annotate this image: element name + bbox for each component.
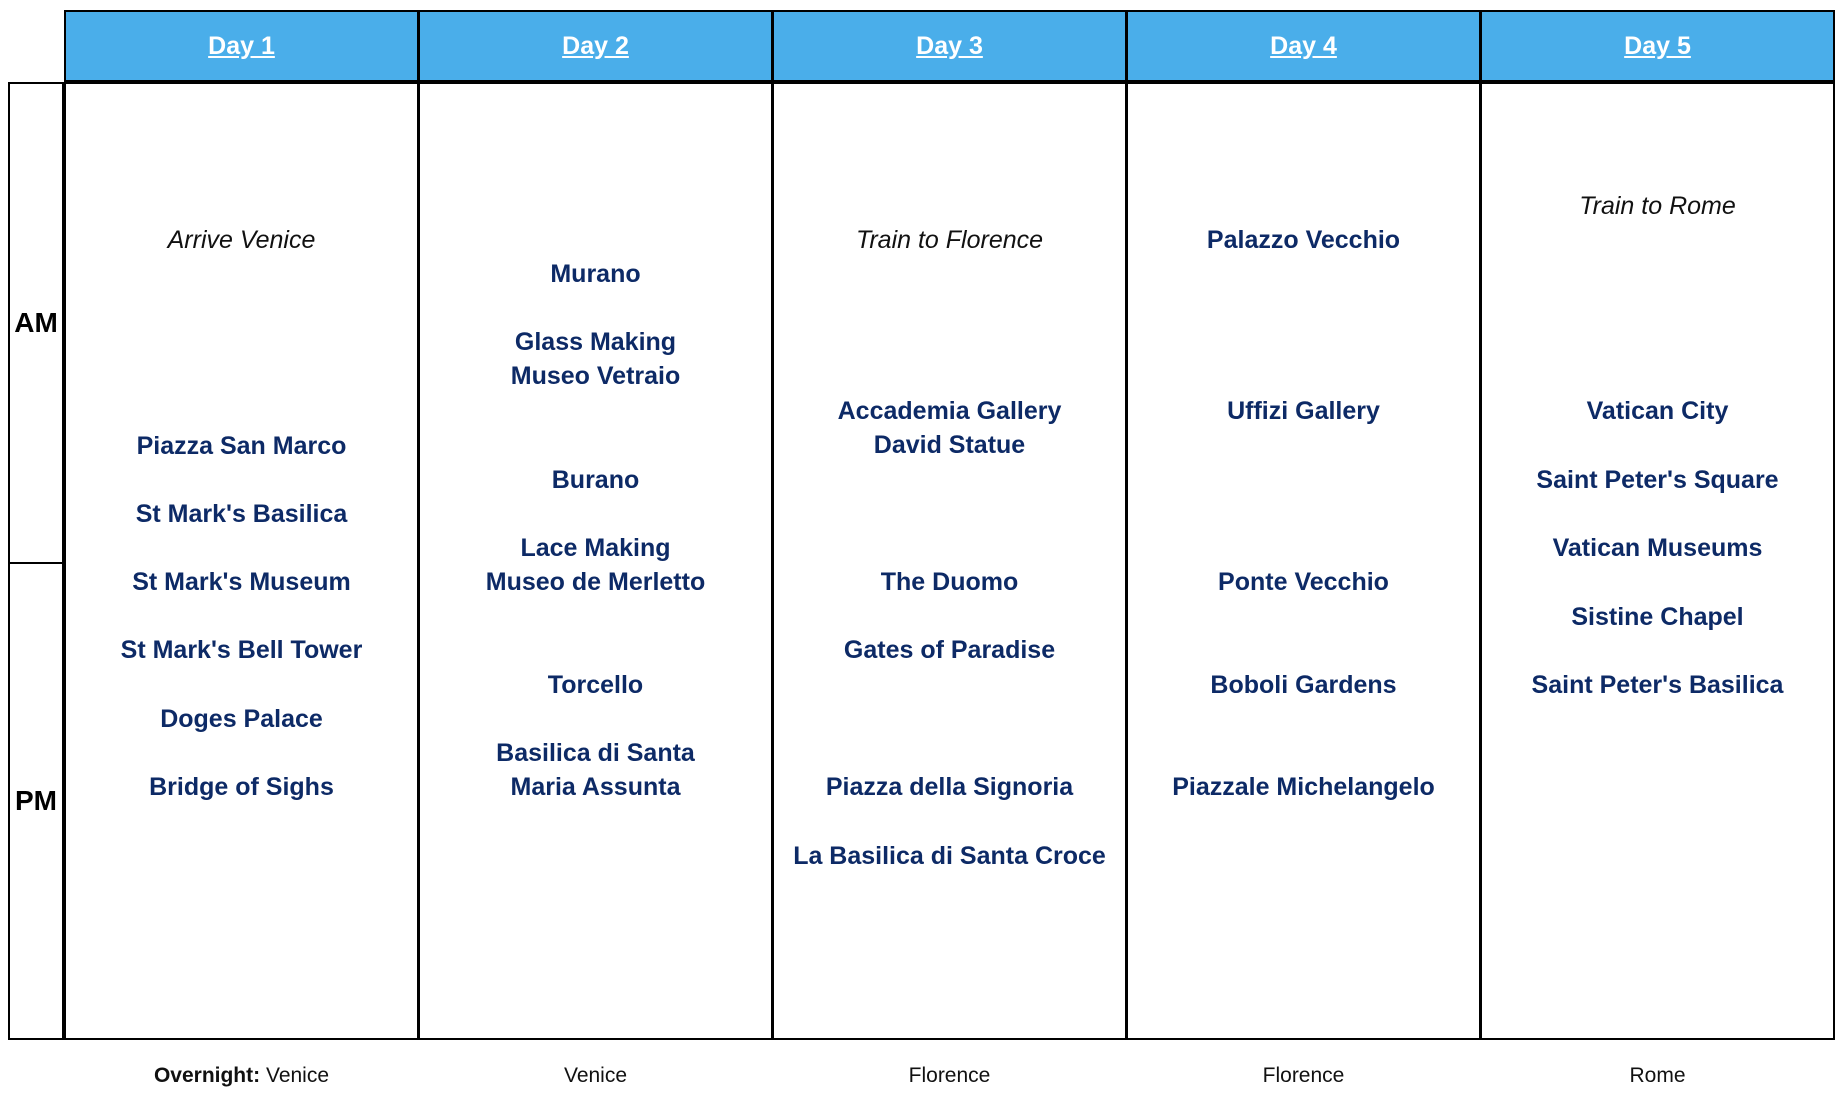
activity-line: Ponte Vecchio	[1218, 568, 1389, 596]
overnight-label: Overnight:	[153, 1064, 261, 1087]
pm-label-cell	[8, 562, 64, 1040]
pm-label: PM	[15, 785, 57, 816]
day-header-label: Day 4	[1270, 31, 1337, 60]
am-label: AM	[14, 307, 58, 338]
activity-item	[774, 633, 1125, 667]
activity-item	[66, 633, 417, 667]
day-header	[64, 10, 419, 82]
overnight-location	[64, 1064, 419, 1088]
activity-line: Saint Peter's Square	[1536, 466, 1779, 494]
travel-note	[1482, 189, 1833, 223]
day-header	[418, 10, 773, 82]
overnight-location	[772, 1064, 1127, 1088]
activity-line: Museo de Merletto	[485, 568, 706, 596]
activity-line: Basilica di Santa	[496, 739, 695, 767]
day-header-label: Day 3	[916, 31, 983, 60]
travel-note	[66, 223, 417, 257]
activity-line: Burano	[551, 466, 640, 494]
activity-item	[66, 565, 417, 599]
activity-line: Uffizi Gallery	[1227, 397, 1380, 425]
activity-item	[1128, 223, 1479, 257]
activity-item	[1128, 394, 1479, 428]
day-header	[772, 10, 1127, 82]
activity-line: Piazza San Marco	[136, 432, 347, 460]
day-column	[418, 82, 773, 1040]
activity-line: Glass Making	[514, 328, 677, 356]
activity-line: St Mark's Museum	[132, 568, 351, 596]
activity-item	[66, 497, 417, 531]
overnight-city: Florence	[1262, 1064, 1345, 1087]
overnight-location	[1480, 1064, 1835, 1088]
activity-item	[420, 668, 771, 702]
activity-line: Torcello	[547, 671, 644, 699]
activity-item	[774, 565, 1125, 599]
overnight-city: Venice	[563, 1064, 628, 1087]
activity-line: Sistine Chapel	[1571, 603, 1744, 631]
activity-line: Train to Florence	[855, 226, 1044, 254]
activity-item	[66, 702, 417, 736]
activity-line: Vatican Museums	[1552, 534, 1763, 562]
activity-item	[420, 325, 771, 393]
activity-item	[1482, 600, 1833, 634]
activity-line: Maria Assunta	[510, 773, 681, 801]
activity-item	[420, 257, 771, 291]
activity-line: Boboli Gardens	[1210, 671, 1397, 699]
activity-line: Lace Making	[520, 534, 671, 562]
day-header-label: Day 1	[208, 31, 275, 60]
activity-item	[1482, 463, 1833, 497]
activity-line: Train to Rome	[1579, 192, 1736, 220]
overnight-city: Rome	[1629, 1064, 1686, 1087]
day-column	[1126, 82, 1481, 1040]
activity-item	[1128, 565, 1479, 599]
overnight-location	[1126, 1064, 1481, 1088]
overnight-city: Venice	[265, 1064, 330, 1087]
activity-item	[774, 839, 1125, 873]
overnight-location	[418, 1064, 773, 1088]
activity-item	[420, 463, 771, 497]
activity-line: Accademia Gallery	[837, 397, 1062, 425]
day-column	[772, 82, 1127, 1040]
activity-item	[66, 429, 417, 463]
activity-line: The Duomo	[880, 568, 1019, 596]
activity-item	[1482, 394, 1833, 428]
activity-line: St Mark's Basilica	[135, 500, 348, 528]
activity-line: Arrive Venice	[167, 226, 316, 254]
activity-item	[66, 770, 417, 804]
day-column	[1480, 82, 1835, 1040]
activity-line: Museo Vetraio	[510, 362, 681, 390]
activity-line: La Basilica di Santa Croce	[793, 842, 1106, 870]
activity-line: Doges Palace	[160, 705, 323, 733]
activity-item	[420, 531, 771, 599]
activity-item	[1482, 531, 1833, 565]
activity-item	[1482, 668, 1833, 702]
activity-item	[1128, 668, 1479, 702]
activity-line: Saint Peter's Basilica	[1531, 671, 1784, 699]
overnight-city: Florence	[908, 1064, 991, 1087]
day-header	[1126, 10, 1481, 82]
activity-item	[774, 770, 1125, 804]
activity-item	[774, 394, 1125, 462]
activity-line: Murano	[550, 260, 641, 288]
activity-line: St Mark's Bell Tower	[120, 636, 363, 664]
am-label-cell	[8, 82, 64, 564]
day-header-label: Day 2	[562, 31, 629, 60]
travel-note	[774, 223, 1125, 257]
day-column	[64, 82, 419, 1040]
activity-item	[1128, 770, 1479, 804]
day-header	[1480, 10, 1835, 82]
day-header-label: Day 5	[1624, 31, 1691, 60]
activity-item	[420, 736, 771, 804]
activity-line: Gates of Paradise	[843, 636, 1056, 664]
activity-line: Piazza della Signoria	[825, 773, 1074, 801]
activity-line: Piazzale Michelangelo	[1172, 773, 1435, 801]
activity-line: Vatican City	[1586, 397, 1729, 425]
activity-line: Bridge of Sighs	[149, 773, 334, 801]
activity-line: David Statue	[873, 431, 1026, 459]
activity-line: Palazzo Vecchio	[1206, 226, 1401, 254]
